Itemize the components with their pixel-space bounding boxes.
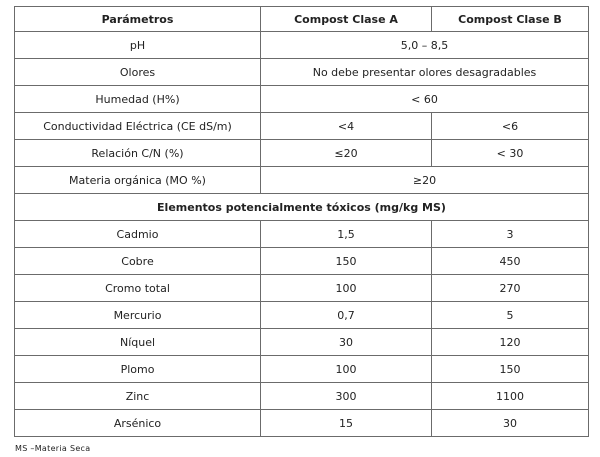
section-title: Elementos potencialmente tóxicos (mg/kg MS)	[15, 194, 589, 221]
param-name: Conductividad Eléctrica (CE dS/m)	[15, 113, 261, 140]
table-row	[15, 167, 589, 194]
value-clase-a: <4	[261, 113, 432, 140]
value-clase-a: 30	[261, 329, 432, 356]
value-clase-a: ≤20	[261, 140, 432, 167]
table-row	[15, 221, 589, 248]
value-clase-b: 5	[432, 302, 589, 329]
param-name: Olores	[15, 59, 261, 86]
table-row	[15, 113, 589, 140]
merged-value: 5,0 – 8,5	[261, 32, 589, 59]
header-parametros: Parámetros	[15, 7, 261, 32]
table-row	[15, 410, 589, 437]
value-clase-a: 0,7	[261, 302, 432, 329]
param-name: Cromo total	[15, 275, 261, 302]
value-clase-b: 1100	[432, 383, 589, 410]
param-name: Níquel	[15, 329, 261, 356]
merged-value: No debe presentar olores desagradables	[261, 59, 589, 86]
value-clase-a: 150	[261, 248, 432, 275]
merged-value: < 60	[261, 86, 589, 113]
value-clase-b: 270	[432, 275, 589, 302]
value-clase-a: 100	[261, 356, 432, 383]
param-name: Mercurio	[15, 302, 261, 329]
param-name: Humedad (H%)	[15, 86, 261, 113]
table-row	[15, 140, 589, 167]
table-row	[15, 329, 589, 356]
value-clase-a: 300	[261, 383, 432, 410]
value-clase-b: <6	[432, 113, 589, 140]
merged-value: ≥20	[261, 167, 589, 194]
param-name: Cadmio	[15, 221, 261, 248]
value-clase-b: 450	[432, 248, 589, 275]
value-clase-b: 30	[432, 410, 589, 437]
value-clase-b: 3	[432, 221, 589, 248]
table-row	[15, 59, 589, 86]
param-name: Zinc	[15, 383, 261, 410]
value-clase-b: 150	[432, 356, 589, 383]
table-row	[15, 86, 589, 113]
value-clase-b: < 30	[432, 140, 589, 167]
table-row	[15, 356, 589, 383]
compost-parameters-table	[14, 6, 589, 437]
param-name: Cobre	[15, 248, 261, 275]
param-name: Arsénico	[15, 410, 261, 437]
header-row	[15, 7, 589, 32]
value-clase-a: 1,5	[261, 221, 432, 248]
footnote: MS –Materia Seca	[15, 444, 91, 453]
value-clase-a: 100	[261, 275, 432, 302]
value-clase-b: 120	[432, 329, 589, 356]
table-row	[15, 275, 589, 302]
header-clase-a: Compost Clase A	[261, 7, 432, 32]
table-row	[15, 32, 589, 59]
table-row	[15, 248, 589, 275]
value-clase-a: 15	[261, 410, 432, 437]
param-name: Materia orgánica (MO %)	[15, 167, 261, 194]
section-row	[15, 194, 589, 221]
table-row	[15, 302, 589, 329]
header-clase-b: Compost Clase B	[432, 7, 589, 32]
table-row	[15, 383, 589, 410]
param-name: pH	[15, 32, 261, 59]
param-name: Relación C/N (%)	[15, 140, 261, 167]
param-name: Plomo	[15, 356, 261, 383]
